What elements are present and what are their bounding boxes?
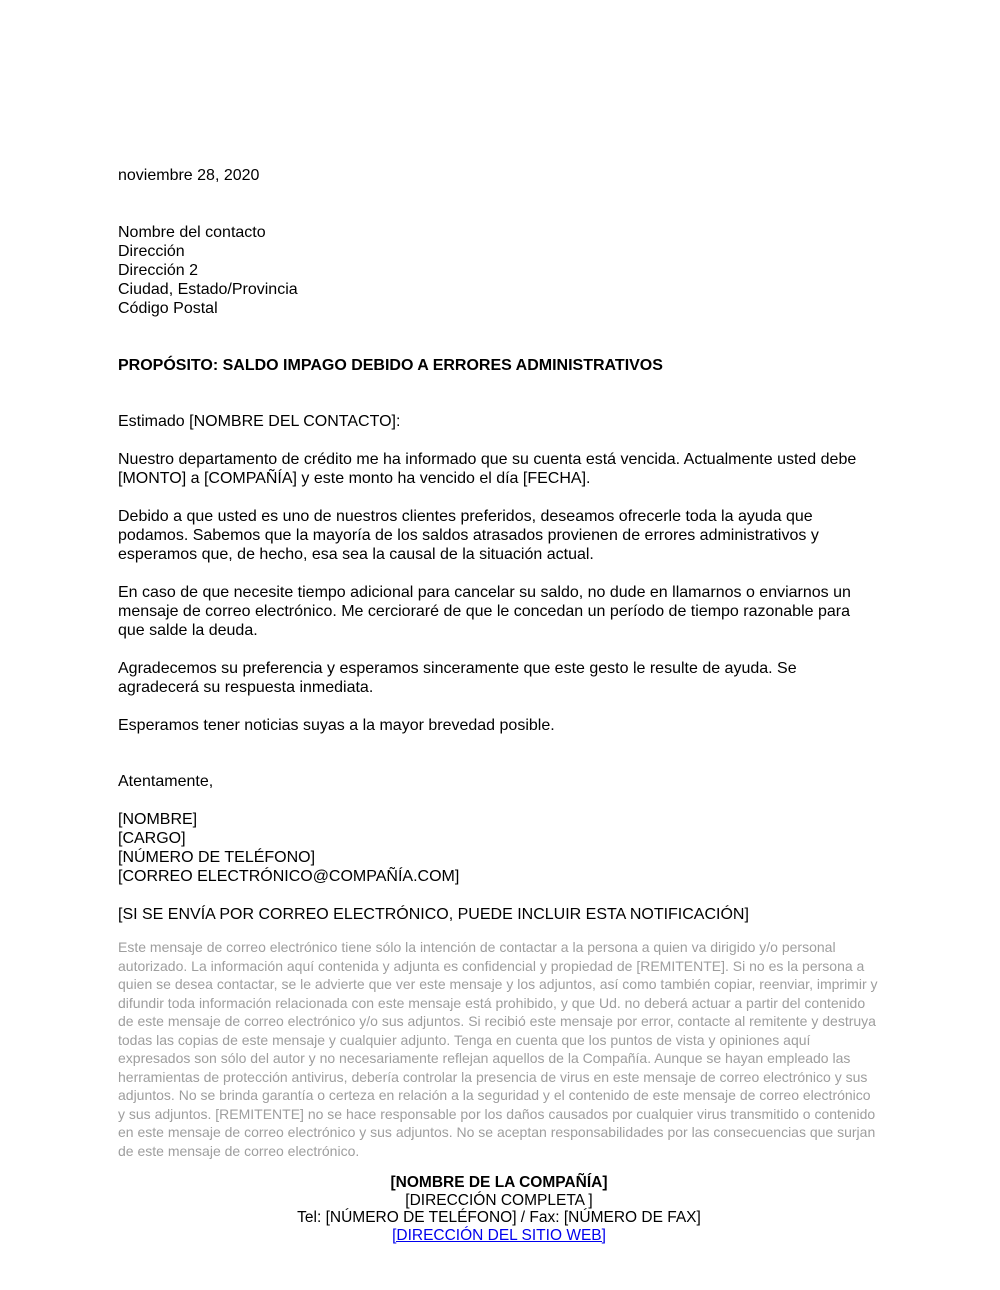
recipient-address-block: [118, 223, 880, 318]
footer-company-name: [NOMBRE DE LA COMPAÑÍA]: [390, 1174, 608, 1191]
body-paragraph-4: Agradecemos su preferencia y esperamos sinceramente que este gesto le resulte de ayuda. Se agradecerá su respuesta inmediata.: [118, 660, 797, 696]
subject-line: PROPÓSITO: SALDO IMPAGO DEBIDO A ERRORES ADMINISTRATIVOS: [118, 357, 663, 374]
signature-name: [NOMBRE]: [118, 811, 198, 828]
recipient-city-state: Ciudad, Estado/Provincia: [118, 281, 298, 298]
body-paragraph-1: Nuestro departamento de crédito me ha informado que su cuenta está vencida. Actualmente usted debe [MONTO] a [COMPAÑÍA] y este monto ha vencido el día [FECHA].: [118, 451, 857, 487]
closing-line: Atentamente,: [118, 773, 214, 790]
body-paragraph-5: Esperamos tener noticias suyas a la mayor brevedad posible.: [118, 717, 555, 734]
email-disclaimer: Este mensaje de correo electrónico tiene sólo la intención de contactar a la persona a quien va dirigido y/o personal autorizado. La información aquí contenida y adjunta es confidencial y propiedad de [REMITENTE]. Si no es la persona a quien se desea contactar, se le advierte que ver este mensaje y los adjuntos, así como también copiar, reenviar, imprimir y difundir toda información relacionada con este mensaje está prohibido, y que Ud. no deberá actuar a partir del contenido de este mensaje de correo electrónico y/o sus adjuntos. Si recibió este mensaje por error, contacte al remitente y destruya todas las copias de este mensaje y cualquier adjunto. Tenga en cuenta que los puntos de vista y opiniones aquí expresados son sólo del autor y no necesariamente reflejan aquellos de la Compañía. Aunque se hayan empleado las herramientas de protección antivirus, debería controlar la presencia de virus en este mensaje de correo electrónico y sus adjuntos. No se brinda garantía o certeza en relación a la seguridad y el contenido de este mensaje de correo electrónico y sus adjuntos. [REMITENTE] no se hace responsable por los daños causados por cualquier virus transmitido o contenido en este mensaje de correo electrónico y sus adjuntos. No se aceptan responsabilidades por las consecuencias que surjan de este mensaje de correo electrónico.: [118, 939, 878, 1159]
email-notification-note: [SI SE ENVÍA POR CORREO ELECTRÓNICO, PUEDE INCLUIR ESTA NOTIFICACIÓN]: [118, 906, 749, 923]
footer-website-link[interactable]: [DIRECCIÓN DEL SITIO WEB]: [392, 1226, 606, 1244]
signature-title: [CARGO]: [118, 830, 186, 847]
company-footer: [118, 1174, 880, 1244]
body-paragraph-2: Debido a que usted es uno de nuestros clientes preferidos, deseamos ofrecerle toda la ayuda que podamos. Sabemos que la mayoría de los saldos atrasados provienen de errores administrativos y esperamos que, de hecho, esa sea la causal de la situación actual.: [118, 508, 819, 563]
recipient-address-line-2: Dirección 2: [118, 262, 199, 279]
signature-block: [118, 810, 880, 886]
recipient-postal-code: Código Postal: [118, 300, 218, 317]
body-paragraph-3: En caso de que necesite tiempo adicional para cancelar su saldo, no dude en llamarnos o enviarnos un mensaje de correo electrónico. Me cercioraré de que le concedan un período de tiempo razonable para que salde la deuda.: [118, 584, 851, 639]
footer-company-address: [DIRECCIÓN COMPLETA ]: [405, 1191, 593, 1209]
signature-phone: [NÚMERO DE TELÉFONO]: [118, 849, 316, 866]
footer-tel-fax: Tel: [NÚMERO DE TELÉFONO] / Fax: [NÚMERO DE FAX]: [297, 1209, 701, 1226]
signature-email: [CORREO ELECTRÓNICO@COMPAÑÍA.COM]: [118, 868, 460, 885]
greeting-line: Estimado [NOMBRE DEL CONTACTO]:: [118, 413, 401, 430]
recipient-address-line-1: Dirección: [118, 243, 185, 260]
letter-date: noviembre 28, 2020: [118, 167, 260, 184]
recipient-name: Nombre del contacto: [118, 224, 266, 241]
